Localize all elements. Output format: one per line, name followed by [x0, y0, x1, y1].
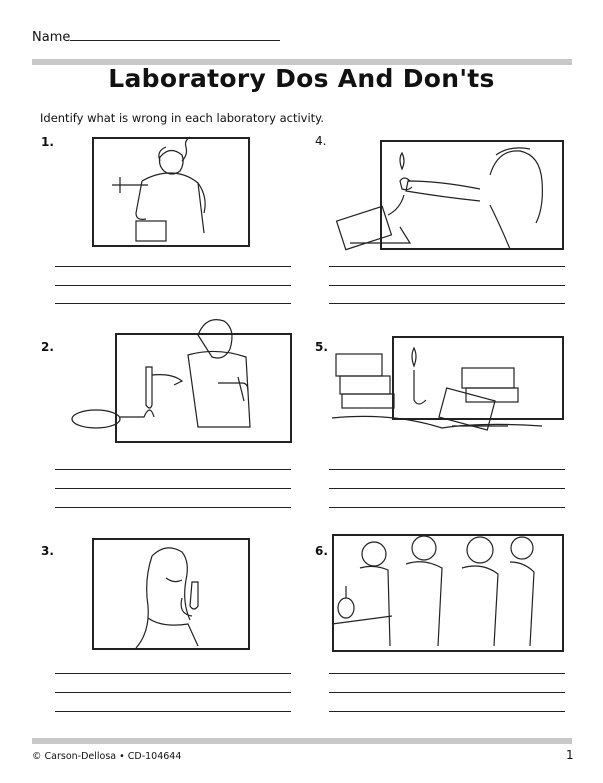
item-3-answer-line-2[interactable] — [55, 692, 291, 693]
item-5-answer-line-1[interactable] — [329, 469, 565, 470]
item-5-answer-line-2[interactable] — [329, 488, 565, 489]
item-1-illustration — [92, 137, 252, 252]
item-5-answer-line-3[interactable] — [329, 507, 565, 508]
item-2-answer-line-1[interactable] — [55, 469, 291, 470]
item-4-number: 4. — [315, 134, 327, 148]
item-5-number: 5. — [315, 340, 328, 354]
item-1-answer-line-3[interactable] — [55, 303, 291, 304]
item-2-number: 2. — [41, 340, 54, 354]
item-2-answer-line-3[interactable] — [55, 507, 291, 508]
item-2-answer-line-2[interactable] — [55, 488, 291, 489]
item-4-answer-line-2[interactable] — [329, 285, 565, 286]
item-1-answer-line-1[interactable] — [55, 266, 291, 267]
item-1-number: 1. — [41, 135, 54, 149]
item-4-illustration — [320, 125, 565, 255]
item-3-number: 3. — [41, 544, 54, 558]
item-3-answer-line-3[interactable] — [55, 711, 291, 712]
item-1-answer-line-2[interactable] — [55, 285, 291, 286]
name-field[interactable] — [70, 40, 280, 41]
item-6-answer-line-1[interactable] — [329, 673, 565, 674]
instructions: Identify what is wrong in each laboratory activity. — [40, 111, 324, 125]
item-6-number: 6. — [315, 544, 328, 558]
item-6-answer-line-3[interactable] — [329, 711, 565, 712]
item-4-answer-line-3[interactable] — [329, 303, 565, 304]
name-label: Name — [32, 30, 71, 45]
item-4-answer-line-1[interactable] — [329, 266, 565, 267]
item-6-illustration — [332, 534, 562, 650]
item-3-answer-line-1[interactable] — [55, 673, 291, 674]
bottom-divider — [32, 738, 572, 744]
item-2-illustration — [68, 305, 293, 440]
item-6-answer-line-2[interactable] — [329, 692, 565, 693]
item-3-illustration — [92, 538, 252, 650]
page-number: 1 — [566, 748, 574, 762]
item-5-illustration — [332, 340, 562, 440]
page-title: Laboratory Dos And Don'ts — [108, 64, 495, 93]
copyright-footer: © Carson-Dellosa • CD-104644 — [32, 751, 182, 762]
